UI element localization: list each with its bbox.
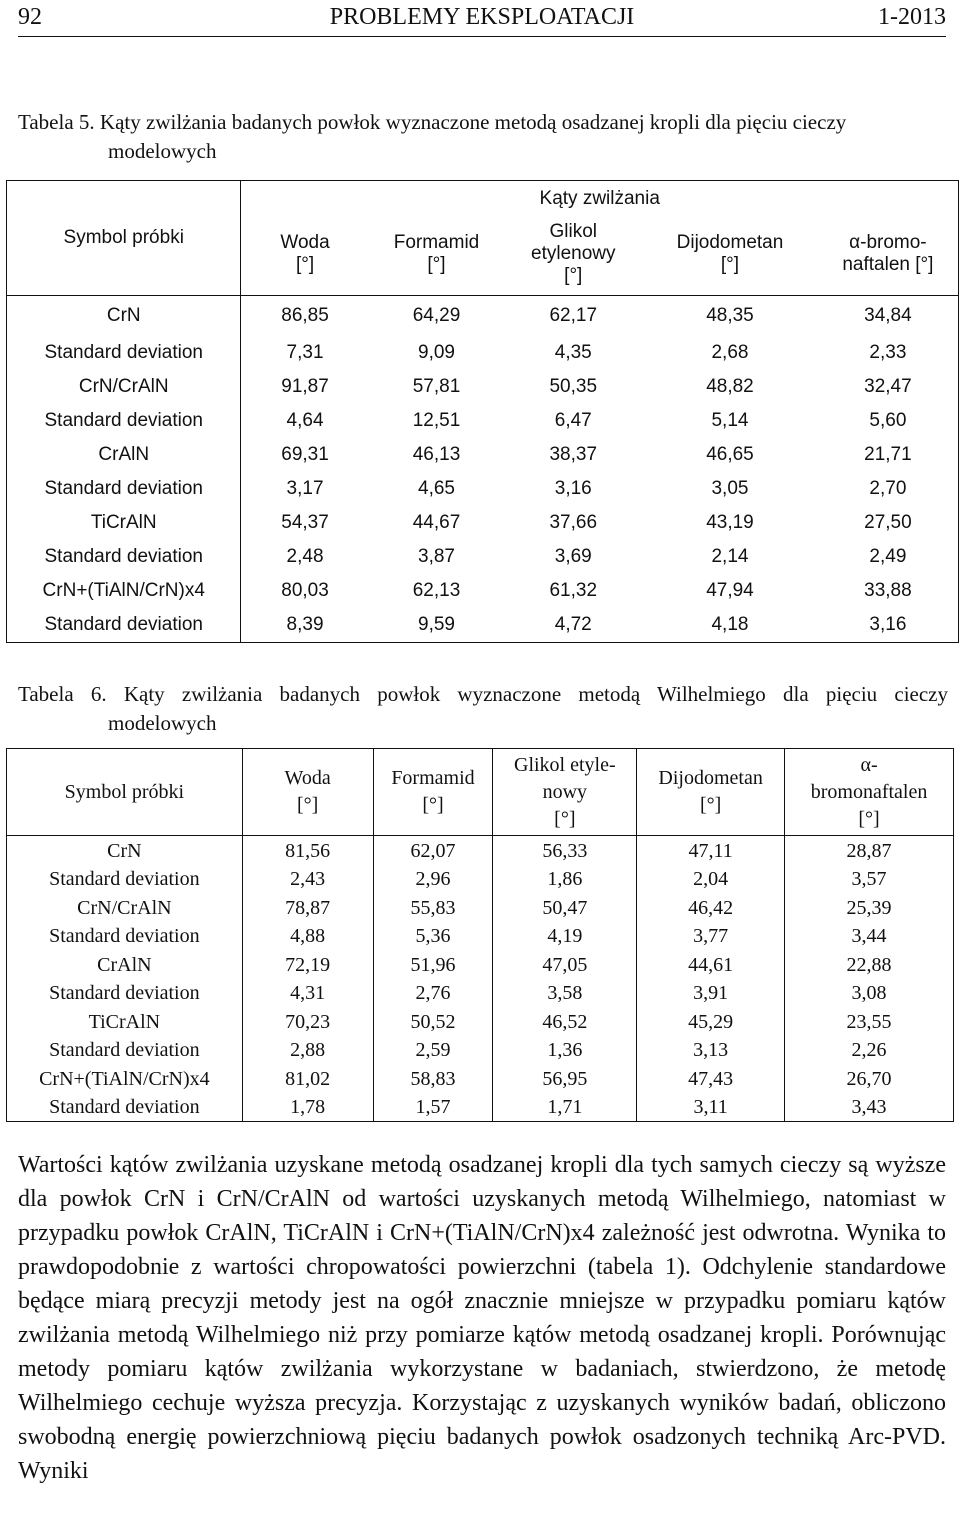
table6-mean: 70,23 [285, 1011, 331, 1033]
table5-row [7, 370, 959, 404]
table5-value-cell: 3,17 [286, 478, 324, 499]
table5-value-cell: 4,72 [554, 614, 592, 635]
table6-sd: 4,19 [547, 925, 583, 947]
table5-caption-line2: modelowych [108, 139, 217, 163]
table6-mean: 78,87 [285, 897, 331, 919]
table5-value-cell: 80,03 [281, 580, 329, 601]
table5-symbol-cell: CrN+(TiAlN/CrN)x4 [7, 574, 241, 608]
table5-col-glycol: Glikol etylenowy [°] [531, 221, 616, 286]
table6-sd: 1,71 [547, 1096, 583, 1118]
table6-mean: 25,39 [846, 897, 892, 919]
table6-sd: 3,43 [851, 1096, 887, 1118]
table6-sd-label: Standard deviation [49, 1039, 200, 1061]
table6-mean: 56,95 [542, 1068, 588, 1090]
table5-value-cell: 12,51 [412, 410, 461, 431]
table5-value-cell: 62,13 [412, 580, 461, 601]
table6-body [7, 836, 954, 1122]
table6-value-cell [785, 893, 954, 950]
table6-sd-label: Standard deviation [49, 925, 200, 947]
table5-value-cell: 69,31 [281, 444, 329, 465]
table6-value-cell [493, 893, 637, 950]
table5-row [7, 336, 959, 370]
table5-value-cell: 38,37 [549, 444, 598, 465]
table6-value-cell [785, 950, 954, 1007]
table5-value-cell: 48,82 [706, 376, 754, 397]
table6-symbol: CrN/CrAlN [77, 897, 172, 919]
table6-symbol: CrAlN [97, 954, 152, 976]
table6-mean: 56,33 [542, 840, 588, 862]
table5-row [7, 296, 959, 337]
issue-number: 1-2013 [878, 4, 946, 30]
table6-value-cell [242, 893, 373, 950]
table5-value-cell: 2,33 [869, 342, 907, 363]
table5-value-cell: 47,94 [706, 580, 754, 601]
table5-value-cell: 48,35 [706, 305, 754, 326]
table5-value-cell: 2,68 [711, 342, 749, 363]
table6-mean: 62,07 [410, 840, 456, 862]
table5-value-cell: 32,47 [864, 376, 912, 397]
table6-sd: 3,58 [547, 982, 583, 1004]
table6-mean: 46,42 [688, 897, 734, 919]
table5-symbol-cell: CrAlN [7, 438, 241, 472]
table6-col-bromonaphthalene: α- bromonaftalen [°] [785, 749, 954, 836]
table6-caption [18, 680, 948, 738]
table6-sd: 2,59 [415, 1039, 451, 1061]
table6-sd: 4,88 [290, 925, 326, 947]
page-number: 92 [18, 4, 42, 30]
table6-symbol-cell [7, 950, 243, 1007]
table5-symbol-header: Symbol próbki [7, 181, 241, 296]
table6-col-formamide: Formamid [°] [373, 749, 493, 836]
table6 [6, 748, 954, 1122]
table6-sd: 3,44 [851, 925, 887, 947]
table5-value-cell: 4,65 [418, 478, 455, 499]
table6-mean: 50,47 [542, 897, 588, 919]
table5-value-cell: 43,19 [706, 512, 754, 533]
table5-value-cell: 9,09 [418, 342, 455, 363]
table5-value-cell: 4,64 [286, 410, 324, 431]
table6-mean: 58,83 [410, 1068, 456, 1090]
table6-sd-label: Standard deviation [49, 1096, 200, 1118]
table5-value-cell: 3,05 [711, 478, 749, 499]
table6-sd-label: Standard deviation [49, 868, 200, 890]
table5-value-cell: 37,66 [549, 512, 598, 533]
table6-sd: 3,77 [693, 925, 729, 947]
table5-symbol-cell: Standard deviation [7, 540, 241, 574]
table5-value-cell: 34,84 [864, 305, 912, 326]
table6-mean: 46,52 [542, 1011, 588, 1033]
table6-sd: 3,11 [693, 1096, 728, 1118]
table5-symbol-cell: Standard deviation [7, 404, 241, 438]
table6-sd: 5,36 [415, 925, 451, 947]
table5-value-cell: 33,88 [864, 580, 912, 601]
table6-sd-label: Standard deviation [49, 982, 200, 1004]
table5-value-cell: 2,49 [869, 546, 907, 567]
table6-mean: 45,29 [688, 1011, 734, 1033]
table6-symbol-cell [7, 1007, 243, 1064]
table5-caption-line1: Kąty zwilżania badanych powłok wyznaczone metodą osadzanej kropli dla pięciu cieczy [99, 110, 847, 134]
table5-value-cell: 46,13 [412, 444, 461, 465]
table5-col-bromonaphthalene: α-bromo- naftalen [°] [842, 232, 934, 275]
table5-value-cell: 5,14 [711, 410, 749, 431]
table5-body [7, 296, 959, 643]
table6-value-cell [493, 950, 637, 1007]
table5-value-cell: 57,81 [412, 376, 461, 397]
table6-mean: 28,87 [846, 840, 892, 862]
table5-value-cell: 44,67 [412, 512, 461, 533]
table5-label: Tabela 5. [18, 110, 95, 134]
table6-sd: 2,43 [290, 868, 326, 890]
table6-value-cell [637, 893, 785, 950]
running-header [18, 0, 946, 37]
table5-col-diiodomethane: Dijodometan [°] [676, 232, 784, 275]
table6-symbol-cell [7, 893, 243, 950]
table5-value-cell: 6,47 [554, 410, 592, 431]
table5-value-cell: 21,71 [864, 444, 912, 465]
table6-value-cell [637, 1007, 785, 1064]
table6-value-cell [493, 836, 637, 894]
table5-value-cell: 4,35 [554, 342, 592, 363]
table5-symbol-cell: CrN/CrAlN [7, 370, 241, 404]
table6-value-cell [242, 1064, 373, 1122]
table5-value-cell: 50,35 [549, 376, 598, 397]
table6-sd: 1,86 [547, 868, 583, 890]
table5-row [7, 438, 959, 472]
table6-symbol: CrN [107, 840, 142, 862]
table6-value-cell [373, 836, 493, 894]
table5-value-cell: 3,69 [554, 546, 592, 567]
table5-value-cell: 4,18 [711, 614, 749, 635]
table6-caption-line2: modelowych [108, 711, 217, 735]
body-paragraph: Wartości kątów zwilżania uzyskane metodą osadzanej kropli dla tych samych cieczy są wyższe dla powłok CrN i CrN/CrAlN od wartości uzyskanych metodą Wilhelmiego, natomiast w przypadku powłok CrAlN, TiCrAlN i CrN+(TiAlN/CrN)x4 zależność jest odwrotna. Wynika to prawdopodobnie z wartości chropowatości powierzchni (tabela 1). Odchylenie standardowe będące miarą precyzji metody jest na ogół znacznie mniejsze w przypadku pomiaru kątów zwilżania metodą Wilhelmiego niż przy pomiarze kątów metodą osadzanej kropli. Porównując metody pomiaru kątów zwilżania wykorzystane w badaniach, stwierdzono, że metodę Wilhelmiego cechuje wyższa precyzja. Korzystając z uzyskanych wyników badań, obliczono swobodną energię powierzchniową pięciu badanych powłok osadzonych techniką Arc-PVD. Wyniki [18, 1152, 946, 1484]
journal-title: PROBLEMY EKSPLOATACJI [329, 4, 635, 30]
table6-value-cell [637, 836, 785, 894]
table5-value-cell: 9,59 [418, 614, 455, 635]
table6-caption-line1: Kąty zwilżania badanych powłok wyznaczone metodą Wilhelmiego dla pięciu cieczy [123, 682, 948, 706]
table6-sd: 3,13 [693, 1039, 729, 1061]
table6-sd: 2,76 [415, 982, 451, 1004]
table6-sd: 4,31 [290, 982, 326, 1004]
table6-sd: 3,08 [851, 982, 887, 1004]
table6-mean: 22,88 [846, 954, 892, 976]
table5-value-cell: 3,16 [869, 614, 907, 635]
table5-value-cell: 27,50 [864, 512, 912, 533]
table6-sd: 2,26 [851, 1039, 887, 1061]
table6-value-cell [373, 950, 493, 1007]
table6-col-diiodomethane: Dijodometan [°] [637, 749, 785, 836]
table5-value-cell: 8,39 [286, 614, 324, 635]
table5-value-cell: 86,85 [281, 305, 329, 326]
table5-value-cell: 62,17 [549, 305, 598, 326]
table5-row [7, 506, 959, 540]
table5-col-formamide: Formamid [°] [393, 232, 480, 275]
table5-value-cell: 3,87 [418, 546, 455, 567]
table5-value-cell: 7,31 [286, 342, 324, 363]
table6-mean: 81,02 [285, 1068, 331, 1090]
table6-sd: 3,57 [851, 868, 887, 890]
table6-value-cell [373, 1007, 493, 1064]
table6-value-cell [373, 1064, 493, 1122]
table6-row [7, 836, 954, 894]
table6-value-cell [493, 1007, 637, 1064]
table5-row [7, 540, 959, 574]
table6-mean: 26,70 [846, 1068, 892, 1090]
table6-sd: 1,78 [290, 1096, 326, 1118]
table5-symbol-cell: Standard deviation [7, 472, 241, 506]
table5-row [7, 472, 959, 506]
table6-symbol: CrN+(TiAlN/CrN)x4 [39, 1068, 210, 1090]
table6-row [7, 1064, 954, 1122]
table6-symbol-cell [7, 836, 243, 894]
table5-value-cell: 3,16 [554, 478, 592, 499]
table6-value-cell [637, 1064, 785, 1122]
table6-sd: 1,36 [547, 1039, 583, 1061]
table5-group-header: Kąty zwilżania [539, 188, 660, 209]
table6-label: Tabela 6. [18, 682, 107, 706]
table6-symbol-header: Symbol próbki [7, 749, 243, 836]
table5-row [7, 608, 959, 643]
table5-row [7, 574, 959, 608]
table6-value-cell [785, 836, 954, 894]
table5-value-cell: 5,60 [869, 410, 907, 431]
table6-value-cell [785, 1064, 954, 1122]
table6-col-water: Woda [°] [242, 749, 373, 836]
table5 [6, 180, 959, 643]
table6-symbol-cell [7, 1064, 243, 1122]
table6-mean: 47,11 [688, 840, 733, 862]
table6-value-cell [242, 1007, 373, 1064]
table5-value-cell: 64,29 [412, 305, 461, 326]
table5-row [7, 404, 959, 438]
table6-row [7, 1007, 954, 1064]
table6-sd: 1,57 [415, 1096, 451, 1118]
table5-value-cell: 46,65 [706, 444, 754, 465]
table5-caption [18, 108, 948, 166]
table6-mean: 72,19 [285, 954, 331, 976]
table5-value-cell: 54,37 [281, 512, 329, 533]
table6-mean: 23,55 [846, 1011, 892, 1033]
table5-value-cell: 61,32 [549, 580, 598, 601]
table6-value-cell [493, 1064, 637, 1122]
table5-value-cell: 2,70 [869, 478, 907, 499]
table6-sd: 2,88 [290, 1039, 326, 1061]
table6-value-cell [785, 1007, 954, 1064]
table6-value-cell [637, 950, 785, 1007]
table5-value-cell: 2,48 [286, 546, 324, 567]
table6-mean: 55,83 [410, 897, 456, 919]
table5-symbol-cell: TiCrAlN [7, 506, 241, 540]
table6-mean: 81,56 [285, 840, 331, 862]
table6-mean: 44,61 [688, 954, 734, 976]
table6-mean: 47,43 [688, 1068, 734, 1090]
table6-mean: 47,05 [542, 954, 588, 976]
table6-symbol: TiCrAlN [88, 1011, 161, 1033]
table6-sd: 2,96 [415, 868, 451, 890]
table6-sd: 3,91 [693, 982, 729, 1004]
table5-symbol-cell: CrN [7, 296, 241, 337]
table6-value-cell [242, 836, 373, 894]
table5-value-cell: 91,87 [281, 376, 329, 397]
table6-value-cell [242, 950, 373, 1007]
table6-col-glycol: Glikol etyle- nowy [°] [493, 749, 637, 836]
table5-value-cell: 2,14 [711, 546, 749, 567]
table5-col-water: Woda [°] [280, 232, 330, 275]
table6-mean: 50,52 [410, 1011, 456, 1033]
table6-mean: 51,96 [410, 954, 456, 976]
table6-row [7, 893, 954, 950]
table6-sd: 2,04 [693, 868, 729, 890]
table6-row [7, 950, 954, 1007]
table5-symbol-cell: Standard deviation [7, 336, 241, 370]
table6-value-cell [373, 893, 493, 950]
table5-symbol-cell: Standard deviation [7, 608, 241, 643]
